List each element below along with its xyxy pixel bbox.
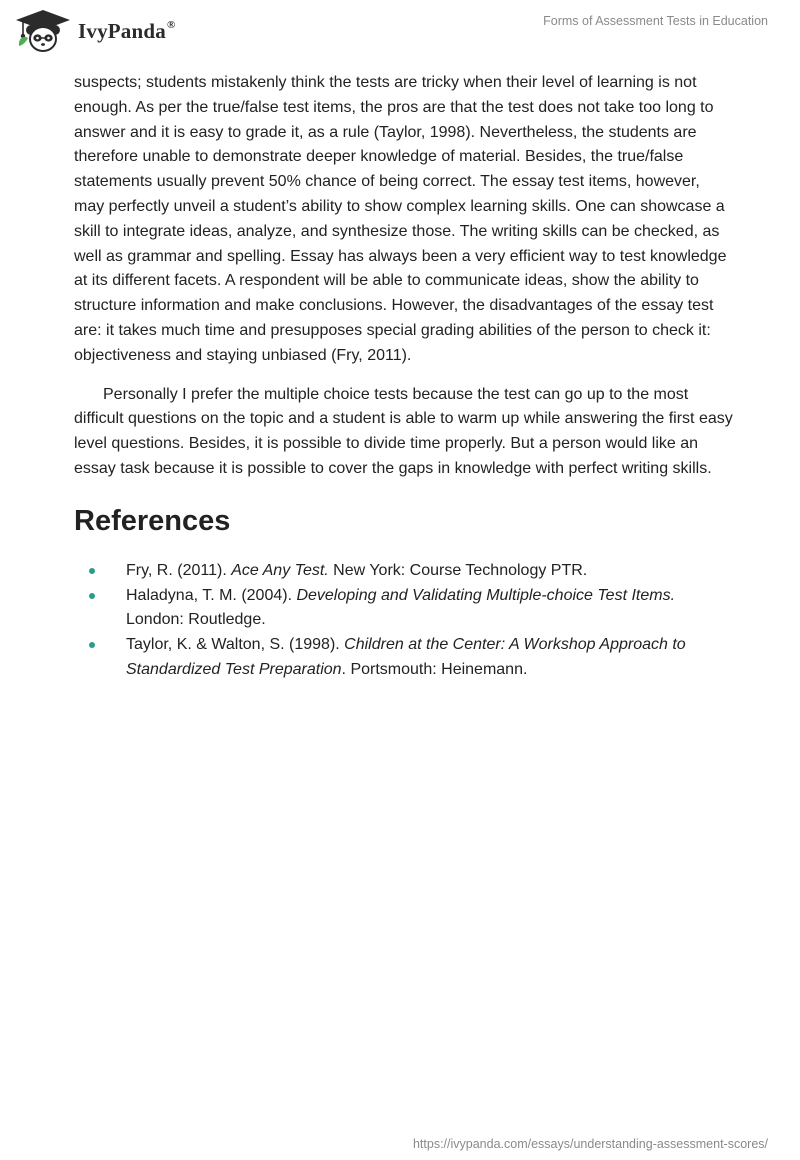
bullet-icon <box>89 568 95 574</box>
source-url-link[interactable]: https://ivypanda.com/essays/understanding-assessment-scores/ <box>412 1137 768 1151</box>
page-header <box>0 0 800 64</box>
reference-item <box>74 584 734 634</box>
body-paragraph: suspects; students mistakenly think the tests are tricky when their level of learning is not enough. As per the true/false test items, the pros are that the test does not take too long to answer and it is easy to grade it, as a rule (Taylor, 1998). Nevertheless, the students are therefore unable to demonstrate deeper knowledge of material. Besides, the true/false statements usually prevent 50% chance of being correct. The essay test items, however, may perfectly unveil a student’s ability to show complex learning skills. One can showcase a skill to integrate ideas, analyze, and synthesize those. The writing skills can be checked, as well as grammar and spelling. Essay has always been a very efficient way to test knowledge at its different facets. A respondent will be able to communicate ideas, show the ability to structure information and make conclusions. However, the disadvantages of the essay test are: it takes much time and presupposes special grading abilities of the person to check it: objectiveness and staying unbiased (Fry, 2011). <box>74 74 727 364</box>
reference-title: Children at the Center: A Workshop Approach to Standardized Test Preparation <box>126 636 686 678</box>
document-title: Forms of Assessment Tests in Education <box>543 14 768 28</box>
reference-author: Taylor, K. & Walton, S. (1998). <box>126 636 345 654</box>
reference-title: Developing and Validating Multiple-choice Test Items. <box>296 586 676 604</box>
ivypanda-logo[interactable] <box>14 8 175 54</box>
reference-publisher: London: Routledge. <box>126 611 266 629</box>
reference-title: Ace Any Test. <box>231 561 329 579</box>
bullet-icon <box>89 593 95 599</box>
panda-graduate-icon <box>14 8 72 54</box>
reference-publisher: New York: Course Technology PTR. <box>328 561 588 579</box>
reference-item <box>74 559 734 584</box>
reference-publisher: . Portsmouth: Heinemann. <box>341 660 528 678</box>
logo-wordmark <box>78 19 175 44</box>
logo-text: IvyPanda <box>78 18 166 43</box>
reference-item <box>74 633 734 683</box>
bullet-icon <box>89 642 95 648</box>
registered-mark: ® <box>166 18 176 31</box>
essay-content <box>74 71 734 683</box>
reference-author: Fry, R. (2011). <box>126 561 232 579</box>
body-paragraph: Personally I prefer the multiple choice tests because the test can go up to the most difficult questions on the topic and a student is able to warm up while answering the first easy level questions. Besides, it is possible to divide time properly. But a person would like an essay task because it is possible to cover the gaps in knowledge with perfect writing skills. <box>74 385 733 477</box>
references-heading: References <box>74 504 231 537</box>
reference-author: Haladyna, T. M. (2004). <box>126 586 297 604</box>
references-list <box>74 559 734 683</box>
